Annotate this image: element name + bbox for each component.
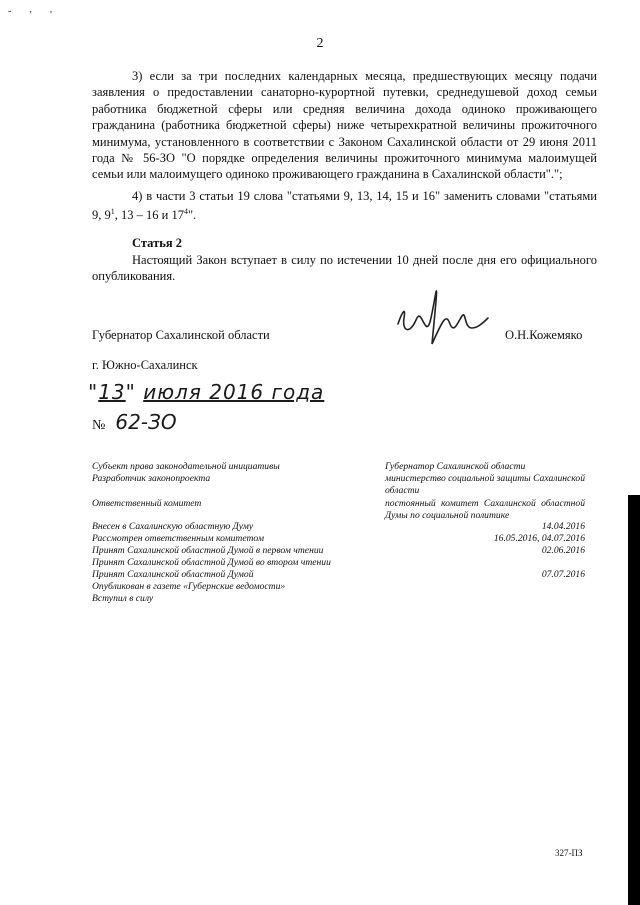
signing-city: г. Южно-Сахалинск: [92, 358, 198, 372]
legis-left-3: Ответственный комитет: [92, 498, 202, 509]
article-2-text: Настоящий Закон вступает в силу по истечении 10 дней после дня его официального опубликования.: [92, 253, 597, 284]
clause-4-sup-2: 4: [183, 207, 188, 217]
legis-left-0: Субъект права законодательной инициативы: [92, 461, 280, 472]
scan-edge-shadow: [628, 495, 640, 905]
legis-right-reviewed: 16.05.2016, 04.07.2016: [493, 533, 585, 544]
clause-3-text: 3) если за три последних календарных месяца, предшествующих месяцу подачи заявления о предоставлении санаторно-курортной путевки, среднедушевой доход семьи работника бюджетной сферы или средняя величина дохода одиноко проживающего гражданина (работника бюджетной сферы) ниже четырехкратной величины прожиточного минимума, установленного в соответствии с Законом Сахалинской области от 29 июня 2011 года № 56-ЗО "О порядке определения величины прожиточного минимума малоимущей семьи или малоимущего одиноко проживающего гражданина в Сахалинской области".";: [92, 69, 597, 182]
legis-left-5: Внесен в Сахалинскую областную Думу: [92, 521, 254, 532]
number-value: 62-ЗО: [115, 410, 177, 434]
clause-4-middle: , 13 – 16 и 17: [114, 208, 184, 223]
page-number: 2: [316, 36, 324, 51]
governor-signature: [392, 282, 492, 352]
legis-left-9: Принят Сахалинской областной Думой: [92, 569, 254, 580]
date-close-quote: ": [125, 380, 136, 404]
date-day: 13: [98, 380, 126, 404]
legis-left-6: Рассмотрен ответственным комитетом: [92, 533, 264, 544]
clause-4-after: ".: [187, 208, 197, 223]
legis-right-adopted: 07.07.2016: [541, 569, 585, 580]
legis-right-submitted: 14.04.2016: [541, 521, 585, 532]
scan-corner-marks: ˘ ' ': [8, 10, 60, 21]
legis-left-8: Принят Сахалинской областной Думой во втором чтении: [92, 557, 331, 568]
governor-name: О.Н.Кожемяко: [505, 328, 583, 342]
legis-right-first-reading: 02.06.2016: [541, 545, 585, 556]
legis-right-initiator: Губернатор Сахалинской области: [385, 461, 526, 472]
date-open-quote: ": [88, 380, 99, 404]
clause-4-sup-1: 1: [110, 207, 115, 217]
date-month-year: июля 2016 года: [143, 380, 325, 404]
law-number: [92, 410, 177, 434]
amendment-clause-3: [92, 68, 597, 183]
legis-right-committee: постоянный комитет Сахалинской областной Думы по социальной политике: [385, 498, 585, 521]
legis-right-developer: министерство социальной защиты Сахалинской области: [385, 473, 585, 496]
number-label: №: [92, 418, 106, 433]
legis-left-11: Вступил в силу: [92, 593, 154, 604]
article-2-body: [92, 252, 597, 285]
amendment-clause-4: [92, 188, 597, 224]
clause-4-before: 4) в части 3 статьи 19 слова "статьями 9, 13, 14, 15 и 16" заменить словами "статьями 9, 9: [92, 189, 597, 223]
article-2-title: Статья 2: [132, 236, 182, 250]
governor-title: Губернатор Сахалинской области: [92, 328, 270, 342]
legis-left-1: Разработчик законопроекта: [92, 473, 211, 484]
document-code: 327-ПЗ: [555, 848, 583, 858]
legis-left-7: Принят Сахалинской областной Думой в первом чтении: [92, 545, 324, 556]
signing-date: [88, 380, 324, 404]
legis-left-10: Опубликован в газете «Губернские ведомости»: [92, 581, 286, 592]
